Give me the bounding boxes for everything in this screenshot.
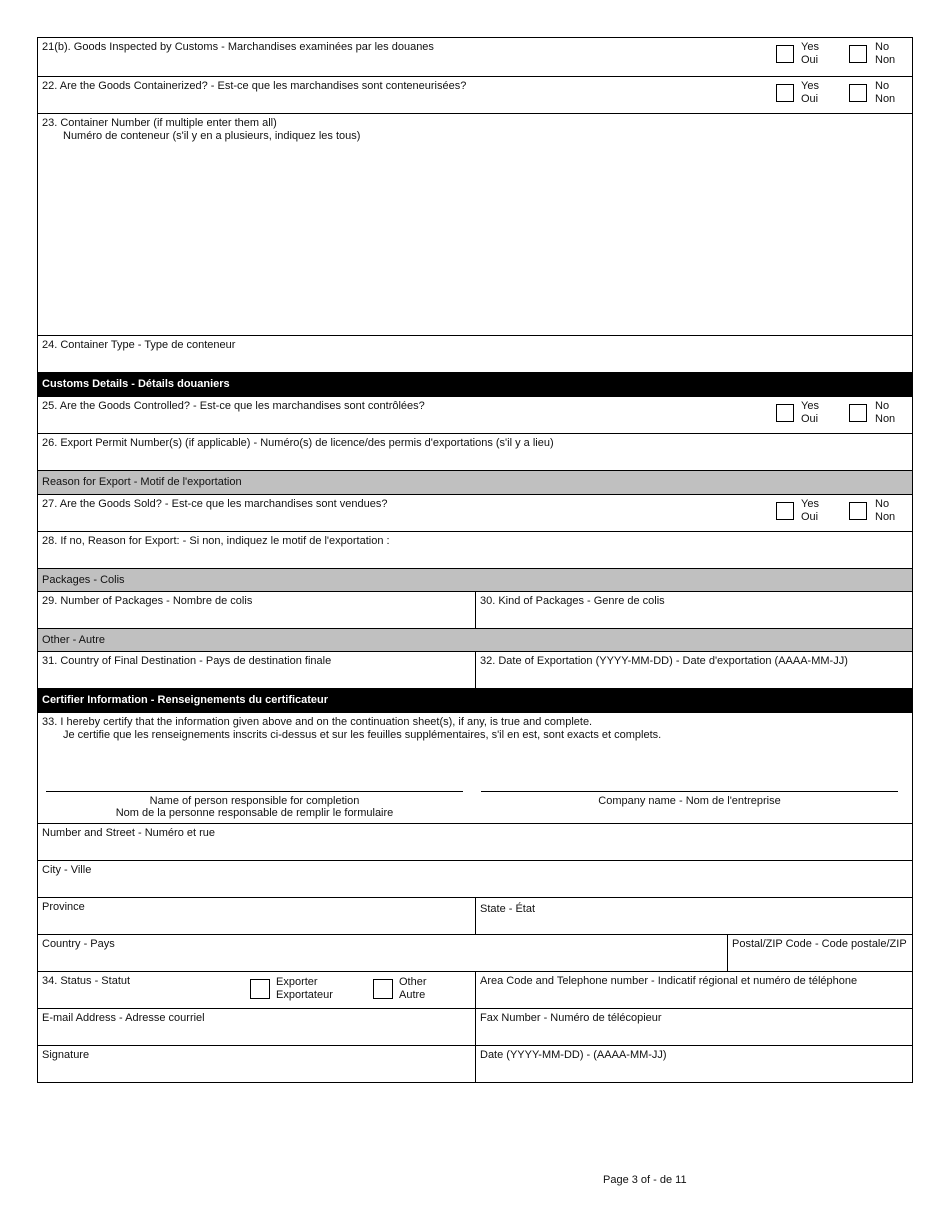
q32-label: 32. Date of Exportation (YYYY-MM-DD) - Date d'exportation (AAAA-MM-JJ) [480,655,848,667]
q31-label: 31. Country of Final Destination - Pays de destination finale [42,655,332,667]
date-field[interactable] [476,1046,912,1082]
postal-code-label: Postal/ZIP Code - Code postale/ZIP [732,938,907,950]
q30-field[interactable] [476,592,912,628]
q27-label: 27. Are the Goods Sold? - Est-ce que les marchandises sont vendues? [42,498,388,510]
reason-for-export-header [38,470,912,494]
country-field[interactable] [38,935,727,971]
signature-field[interactable] [38,1046,475,1082]
q25-no-label: No Non [875,400,896,425]
province-field[interactable] [38,898,475,934]
phone-label: Area Code and Telephone number - Indicatif régional et numéro de téléphone [480,975,858,987]
city-field[interactable] [38,860,912,897]
company-name-line[interactable] [481,791,898,792]
q27-yes-checkbox[interactable] [776,502,794,520]
company-name-caption: Company name - Nom de l'entreprise [598,795,781,807]
row-29-30 [38,591,912,628]
row-email-fax [38,1008,912,1045]
page-number: Page 3 of - de 11 [603,1174,687,1186]
q34-status-field [38,972,475,1008]
q30-label: 30. Kind of Packages - Genre de colis [480,595,665,607]
q21b-label: 21(b). Goods Inspected by Customs - Marchandises examinées par les douanes [42,41,434,53]
reason-for-export-title: Reason for Export - Motif de l'exportation [42,476,242,488]
certifier-title: Certifier Information - Renseignements du certificateur [42,694,329,706]
q23-label-fr: Numéro de conteneur (s'il y en a plusieurs, indiquez les tous) [63,130,361,142]
customs-details-header [38,372,912,396]
province-label: Province [42,901,85,913]
q27-no-label: No Non [875,498,896,523]
row-33-certification [38,712,912,823]
other-status-label: Other Autre [399,976,427,1001]
exporter-label: Exporter Exportateur [276,976,333,1001]
q34-label: 34. Status - Statut [42,975,131,987]
postal-code-field[interactable] [728,935,912,971]
q22-yes-label: Yes Oui [801,80,819,105]
q32-field[interactable] [476,652,912,688]
certifier-header [38,688,912,712]
exporter-checkbox[interactable] [250,979,270,999]
q23-label: 23. Container Number (if multiple enter them all) [42,117,277,129]
signature-label: Signature [42,1049,90,1061]
q27-yes-label: Yes Oui [801,498,819,523]
email-label: E-mail Address - Adresse courriel [42,1012,205,1024]
date-label: Date (YYYY-MM-DD) - (AAAA-MM-JJ) [480,1049,667,1061]
row-26-export-permit[interactable] [38,433,912,470]
q29-label: 29. Number of Packages - Nombre de colis [42,595,253,607]
name-signature-line[interactable] [46,791,463,792]
other-header [38,628,912,651]
packages-header [38,568,912,591]
row-23-container-number[interactable] [38,113,912,335]
q31-field[interactable] [38,652,475,688]
row-country-postal [38,934,912,971]
row-25 [38,396,912,433]
q25-label: 25. Are the Goods Controlled? - Est-ce que les marchandises sont contrôlées? [42,400,425,412]
q25-yes-checkbox[interactable] [776,404,794,422]
row-31-32 [38,651,912,688]
q24-label: 24. Container Type - Type de conteneur [42,339,236,351]
q22-yes-checkbox[interactable] [776,84,794,102]
fax-field[interactable] [476,1009,912,1045]
street-field[interactable] [38,823,912,860]
row-34-phone [38,971,912,1008]
q22-no-checkbox[interactable] [849,84,867,102]
street-label: Number and Street - Numéro et rue [42,827,216,839]
email-field[interactable] [38,1009,475,1045]
city-label: City - Ville [42,864,92,876]
packages-title: Packages - Colis [42,574,125,586]
name-responsible-caption: Name of person responsible for completion Nom de la personne responsable de remplir le formulaire [115,795,394,819]
q26-label: 26. Export Permit Number(s) (if applicable) - Numéro(s) de licence/des permis d'exportations (s'il y a lieu) [42,437,554,449]
phone-field[interactable] [476,972,912,1008]
customs-form [37,37,913,1083]
q25-no-checkbox[interactable] [849,404,867,422]
q21b-yes-label: Yes Oui [801,41,819,66]
q21b-no-checkbox[interactable] [849,45,867,63]
row-24-container-type[interactable] [38,335,912,372]
row-signature-date [38,1045,912,1082]
customs-details-title: Customs Details - Détails douaniers [42,378,230,390]
q22-label: 22. Are the Goods Containerized? - Est-ce que les marchandises sont conteneurisées? [42,80,467,92]
q21b-no-label: No Non [875,41,896,66]
row-27 [38,494,912,531]
q25-yes-label: Yes Oui [801,400,819,425]
country-label: Country - Pays [42,938,115,950]
q33-label: 33. I hereby certify that the information given above and on the continuation sheet(s), if any, is true and complete. [42,716,593,728]
state-label: State - État [480,903,536,915]
q28-label: 28. If no, Reason for Export: - Si non, indiquez le motif de l'exportation : [42,535,390,547]
state-field[interactable] [476,898,912,934]
q22-no-label: No Non [875,80,896,105]
other-title: Other - Autre [42,634,105,646]
q29-field[interactable] [38,592,475,628]
row-province-state [38,897,912,934]
row-21b [38,38,912,76]
fax-label: Fax Number - Numéro de télécopieur [480,1012,662,1024]
q27-no-checkbox[interactable] [849,502,867,520]
other-status-checkbox[interactable] [373,979,393,999]
row-22 [38,76,912,113]
row-28-reason[interactable] [38,531,912,568]
q21b-yes-checkbox[interactable] [776,45,794,63]
q33-label-fr: Je certifie que les renseignements inscrits ci-dessus et sur les feuilles supplémentaires, s'il en est, sont exacts et complets. [63,729,662,741]
